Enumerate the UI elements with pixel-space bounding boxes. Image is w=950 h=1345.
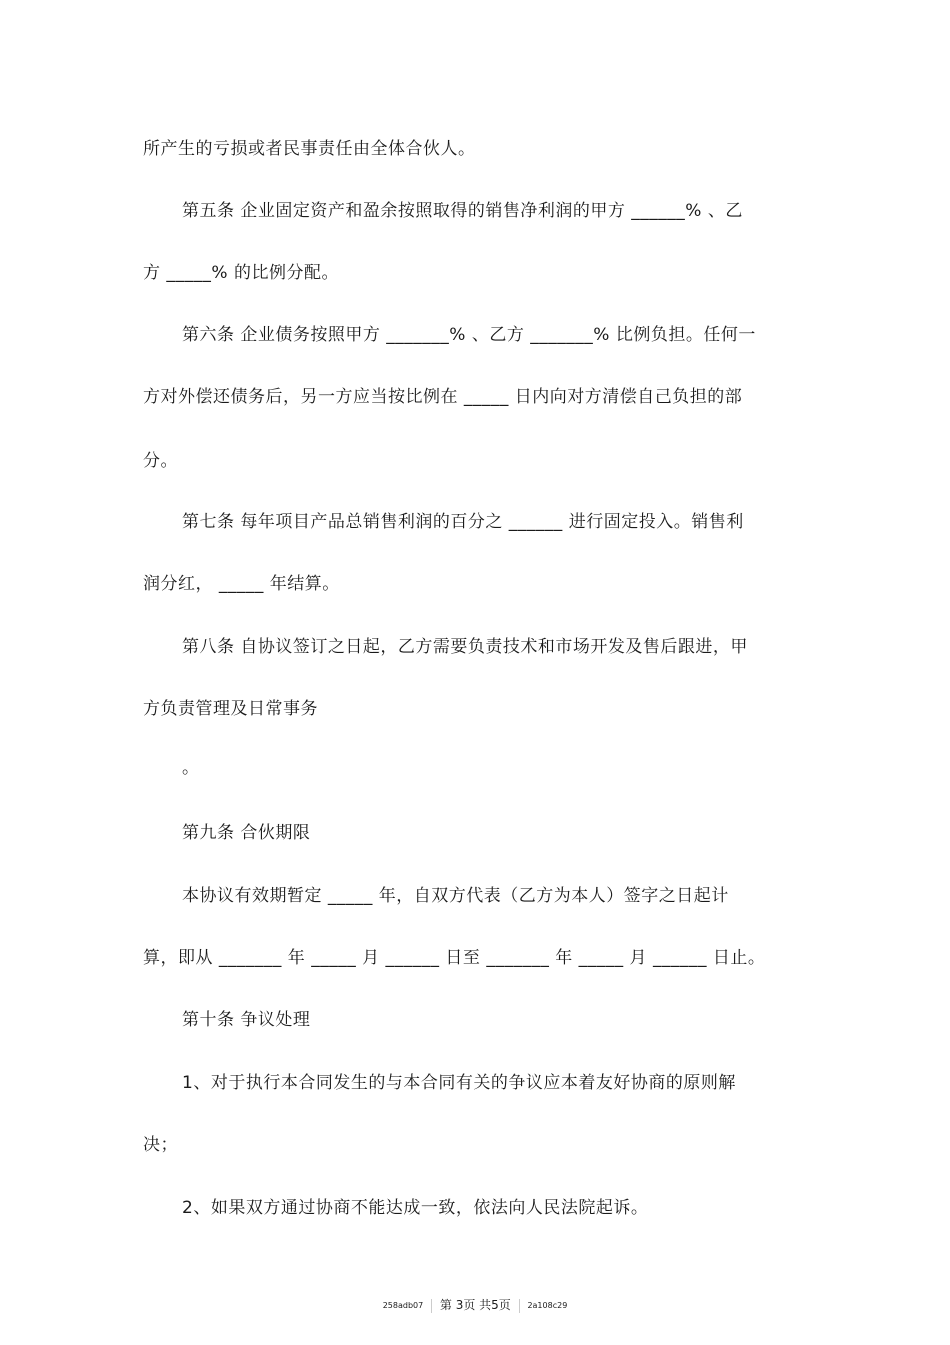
text-line: 。 xyxy=(182,758,200,778)
text-line: 第八条 自协议签订之日起，乙方需要负责技术和市场开发及售后跟进，甲 xyxy=(182,637,748,657)
footer-left-code: 258adb07 xyxy=(382,1301,424,1310)
text-line: 本协议有效期暂定 _____ 年，自双方代表（乙方为本人）签字之日起计 xyxy=(182,886,729,906)
page-number: 第 3页 共5页 xyxy=(439,1298,511,1312)
text-line: 2、如果双方通过协商不能达成一致，依法向人民法院起诉。 xyxy=(182,1198,649,1218)
page-footer xyxy=(0,1296,950,1313)
text-line: 第七条 每年项目产品总销售利润的百分之 ______ 进行固定投入。销售利 xyxy=(182,512,744,532)
text-line: 方对外偿还债务后，另一方应当按比例在 _____ 日内向对方清偿自己负担的部 xyxy=(143,387,743,407)
footer-divider xyxy=(519,1299,520,1313)
text-line: 润分红， _____ 年结算。 xyxy=(143,574,340,594)
text-line: 第十条 争议处理 xyxy=(182,1010,311,1030)
text-line: 第九条 合伙期限 xyxy=(182,823,311,843)
text-line: 第五条 企业固定资产和盈余按照取得的销售净利润的甲方 ______% 、乙 xyxy=(182,201,743,221)
footer-divider xyxy=(431,1299,432,1313)
text-line: 1、对于执行本合同发生的与本合同有关的争议应本着友好协商的原则解 xyxy=(182,1073,736,1093)
text-line: 分。 xyxy=(143,451,178,471)
text-line: 方负责管理及日常事务 xyxy=(143,699,318,719)
text-line: 所产生的亏损或者民事责任由全体合伙人。 xyxy=(143,139,476,159)
text-line: 算，即从 _______ 年 _____ 月 ______ 日至 _______ 年 _____ 月 ______ 日止。 xyxy=(143,948,766,968)
footer-right-code: 2a108c29 xyxy=(527,1301,568,1310)
text-line: 决； xyxy=(143,1135,178,1155)
text-line: 第六条 企业债务按照甲方 _______% 、乙方 _______% 比例负担。任何一 xyxy=(182,325,756,345)
text-line: 方 _____% 的比例分配。 xyxy=(143,263,339,283)
